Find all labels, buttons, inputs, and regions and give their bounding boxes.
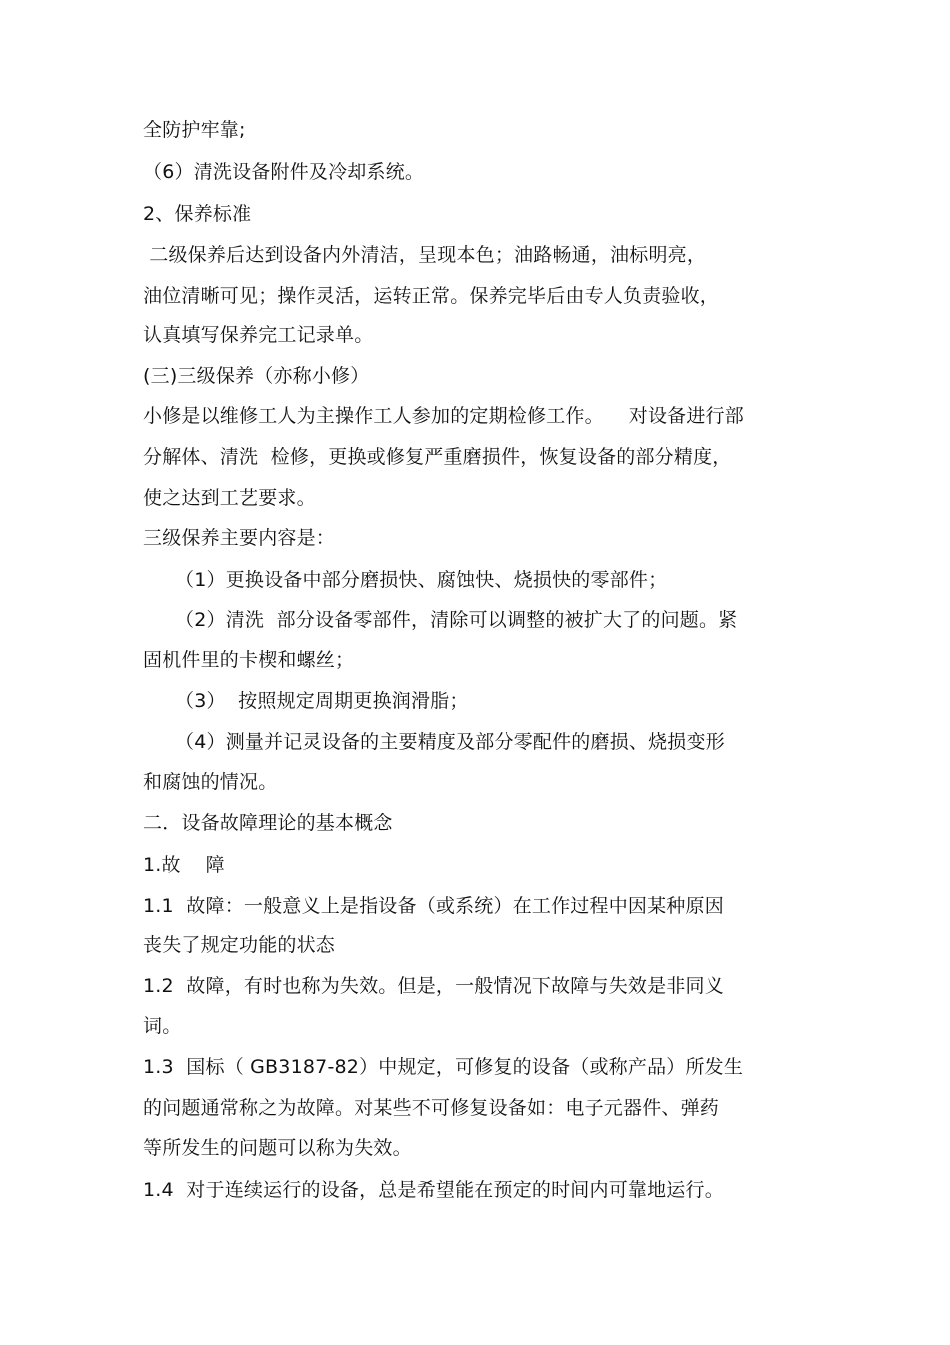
text-line: 等所发生的问题可以称为失效。 (143, 1137, 412, 1159)
list-item: （2）清洗 部分设备零部件，清除可以调整的被扩大了的问题。紧 (175, 609, 738, 631)
text-line: 小修是以维修工人为主操作工人参加的定期检修工作。 对设备进行部 (143, 405, 744, 427)
text-line: 1.3 国标（ GB3187-82）中规定，可修复的设备（或称产品）所发生 (143, 1056, 744, 1078)
list-item: （1）更换设备中部分磨损快、腐蚀快、烧损快的零部件； (175, 569, 668, 591)
text-line: 1.2 故障，有时也称为失效。但是，一般情况下故障与失效是非同义 (143, 975, 724, 997)
text-line: 丧失了规定功能的状态 (143, 934, 336, 956)
text-line: 全防护牢靠; (143, 119, 246, 141)
section-heading: 二．设备故障理论的基本概念 (143, 812, 393, 834)
list-item: （4）测量并记灵设备的主要精度及部分零配件的磨损、烧损变形 (175, 731, 725, 753)
text-line: 认真填写保养完工记录单。 (143, 324, 374, 346)
text-line: 词。 (143, 1015, 182, 1037)
text-line: 使之达到工艺要求。 (143, 487, 316, 509)
text-line: 和腐蚀的情况。 (143, 771, 278, 793)
text-line: 油位清晰可见；操作灵活，运转正常。保养完毕后由专人负责验收， (143, 285, 720, 307)
text-line: 1.1 故障：一般意义上是指设备（或系统）在工作过程中因某种原因 (143, 895, 724, 917)
text-line: 三级保养主要内容是： (143, 527, 336, 549)
text-line: 固机件里的卡楔和螺丝； (143, 649, 355, 671)
text-line: 二级保养后达到设备内外清洁，呈现本色；油路畅通，油标明亮， (143, 244, 707, 266)
list-item: （3） 按照规定周期更换润滑脂； (175, 690, 469, 712)
text-line: （6）清洗设备附件及冷却系统。 (143, 161, 425, 183)
subsection-heading: 1.故 障 (143, 854, 225, 876)
text-line: 的问题通常称之为故障。对某些不可修复设备如：电子元器件、弹药 (143, 1097, 720, 1119)
section-heading: (三)三级保养（亦称小修） (143, 365, 370, 387)
text-line: 2、保养标准 (143, 203, 252, 225)
text-line: 1.4 对于连续运行的设备，总是希望能在预定的时间内可靠地运行。 (143, 1179, 724, 1201)
text-line: 分解体、清洗 检修，更换或修复严重磨损件，恢复设备的部分精度， (143, 446, 732, 468)
